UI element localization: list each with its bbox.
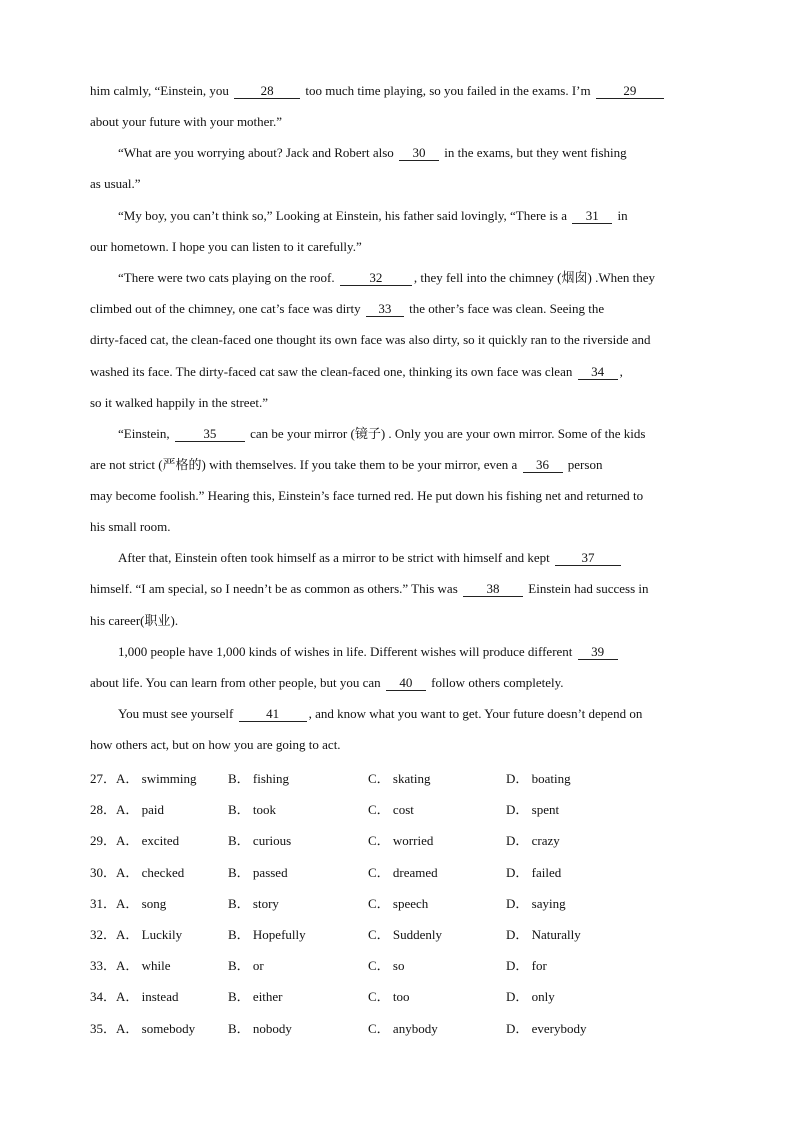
option-d: D． everybody <box>506 1020 587 1036</box>
passage-line <box>118 642 620 662</box>
passage-text: our hometown. I hope you can listen to it carefully.” <box>90 239 362 254</box>
blank-30: 30 <box>399 145 439 161</box>
option-c: C． anybody <box>368 1020 438 1036</box>
option-a: 29．A． excited <box>90 833 180 849</box>
passage-text: as usual.” <box>90 176 141 191</box>
passage-text: Einstein had success in <box>525 581 649 596</box>
passage-line <box>90 517 171 537</box>
passage-text: in <box>614 208 628 223</box>
passage-text: follow others completely. <box>427 675 564 690</box>
option-b: B． nobody <box>228 1020 292 1036</box>
passage-text: can be your mirror (镜子) . Only you are your own mirror. Some of the kids <box>246 426 646 441</box>
blank-36: 36 <box>523 457 563 473</box>
option-b: B． took <box>228 802 277 818</box>
passage-line <box>118 704 642 724</box>
passage-line <box>90 486 643 506</box>
passage-text: may become foolish.” Hearing this, Einstein’s face turned red. He put down his fishing net and returned to <box>90 488 644 503</box>
passage-line <box>90 362 623 382</box>
option-a: 33．A． while <box>90 958 171 974</box>
option-a: 27．A． swimming <box>90 771 197 786</box>
option-d: D． for <box>506 958 547 974</box>
passage-line <box>90 455 602 475</box>
passage-line <box>118 424 645 444</box>
passage-text: dirty-faced cat, the clean-faced one thought its own face was also dirty, so it quickly ran to the riverside and <box>90 332 651 347</box>
blank-39: 39 <box>578 644 618 660</box>
passage-line <box>90 330 651 350</box>
blank-37: 37 <box>555 550 621 566</box>
option-a: 28．A． paid <box>90 802 165 818</box>
option-d: D． spent <box>506 802 560 818</box>
passage-text: how others act, but on how you are going to act. <box>90 737 341 752</box>
option-c: C． too <box>368 989 410 1005</box>
blank-33: 33 <box>366 301 404 317</box>
blank-38: 38 <box>463 581 523 597</box>
passage-line <box>90 81 666 101</box>
passage-text: so it walked happily in the street.” <box>90 395 268 410</box>
passage-text: person <box>564 457 603 472</box>
option-c: C． Suddenly <box>368 927 443 942</box>
passage-text: too much time playing, so you failed in the exams. I’m <box>302 83 594 98</box>
blank-34: 34 <box>578 364 618 380</box>
option-c: C． cost <box>368 802 414 818</box>
passage-text: “What are you worrying about? Jack and Robert also <box>118 145 398 160</box>
passage-text: “Einstein, <box>118 426 173 441</box>
option-d: D． crazy <box>506 833 560 849</box>
passage-line <box>90 237 362 257</box>
option-d: D． only <box>506 989 555 1005</box>
option-c: C． dreamed <box>368 864 438 880</box>
option-d: D． boating <box>506 771 571 786</box>
passage-text: the other’s face was clean. Seeing the <box>405 301 605 316</box>
passage-line <box>90 112 282 132</box>
blank-41: 41 <box>239 706 307 722</box>
passage-line <box>118 206 628 226</box>
passage-text: “There were two cats playing on the roof. <box>118 270 338 285</box>
passage-text: about your future with your mother.” <box>90 114 283 129</box>
option-b: B． either <box>228 989 283 1005</box>
passage-text: his career(职业). <box>90 613 179 628</box>
option-d: D． saying <box>506 895 566 911</box>
option-b: B． passed <box>228 864 288 880</box>
option-d: D． Naturally <box>506 927 581 942</box>
passage-text: him calmly, “Einstein, you <box>90 83 233 98</box>
passage-text: 1,000 people have 1,000 kinds of wishes in life. Different wishes will produce different <box>118 644 576 659</box>
blank-29: 29 <box>596 83 664 99</box>
option-b: B． or <box>228 958 264 974</box>
passage-text: You must see yourself <box>118 706 237 721</box>
option-a: 31．A． song <box>90 895 167 911</box>
passage-text: , and know what you want to get. Your future doesn’t depend on <box>308 706 643 721</box>
passage-line <box>90 611 178 631</box>
option-a: 35．A． somebody <box>90 1020 196 1036</box>
passage-line <box>90 673 564 693</box>
passage-line <box>90 174 141 194</box>
passage-text: washed its face. The dirty-faced cat saw the clean-faced one, thinking its own face was clean <box>90 364 576 379</box>
passage-text: , <box>619 364 623 379</box>
option-c: C． so <box>368 958 405 974</box>
option-b: B． story <box>228 895 279 911</box>
blank-35: 35 <box>175 426 245 442</box>
passage-line <box>90 299 604 319</box>
option-a: 32．A． Luckily <box>90 927 183 942</box>
passage-line <box>90 735 341 755</box>
passage-text: , they fell into the chimney (烟囱) .When they <box>413 270 655 285</box>
option-b: B． fishing <box>228 771 290 786</box>
passage-text: about life. You can learn from other people, but you can <box>90 675 384 690</box>
passage-line <box>118 268 655 288</box>
passage-line <box>118 143 627 163</box>
blank-40: 40 <box>386 675 426 691</box>
option-b: B． curious <box>228 833 292 849</box>
blank-32: 32 <box>340 270 412 286</box>
blank-31: 31 <box>572 208 612 224</box>
passage-line <box>90 579 649 599</box>
option-a: 30．A． checked <box>90 864 185 880</box>
option-a: 34．A． instead <box>90 989 179 1005</box>
option-c: C． speech <box>368 895 429 911</box>
passage-text: are not strict (严格的) with themselves. If you take them to be your mirror, even a <box>90 457 521 472</box>
option-b: B． Hopefully <box>228 927 306 942</box>
passage-text: climbed out of the chimney, one cat’s face was dirty <box>90 301 364 316</box>
option-c: C． worried <box>368 833 434 849</box>
passage-text: After that, Einstein often took himself as a mirror to be strict with himself and kept <box>118 550 554 565</box>
blank-28: 28 <box>234 83 300 99</box>
passage-text: his small room. <box>90 519 171 534</box>
passage-text: in the exams, but they went fishing <box>441 145 627 160</box>
passage-text: “My boy, you can’t think so,” Looking at Einstein, his father said lovingly, “There is a <box>118 208 571 223</box>
option-d: D． failed <box>506 864 562 880</box>
passage-line <box>118 548 623 568</box>
option-c: C． skating <box>368 771 431 786</box>
passage-text: himself. “I am special, so I needn’t be as common as others.” This was <box>90 581 462 596</box>
passage-line <box>90 393 268 413</box>
